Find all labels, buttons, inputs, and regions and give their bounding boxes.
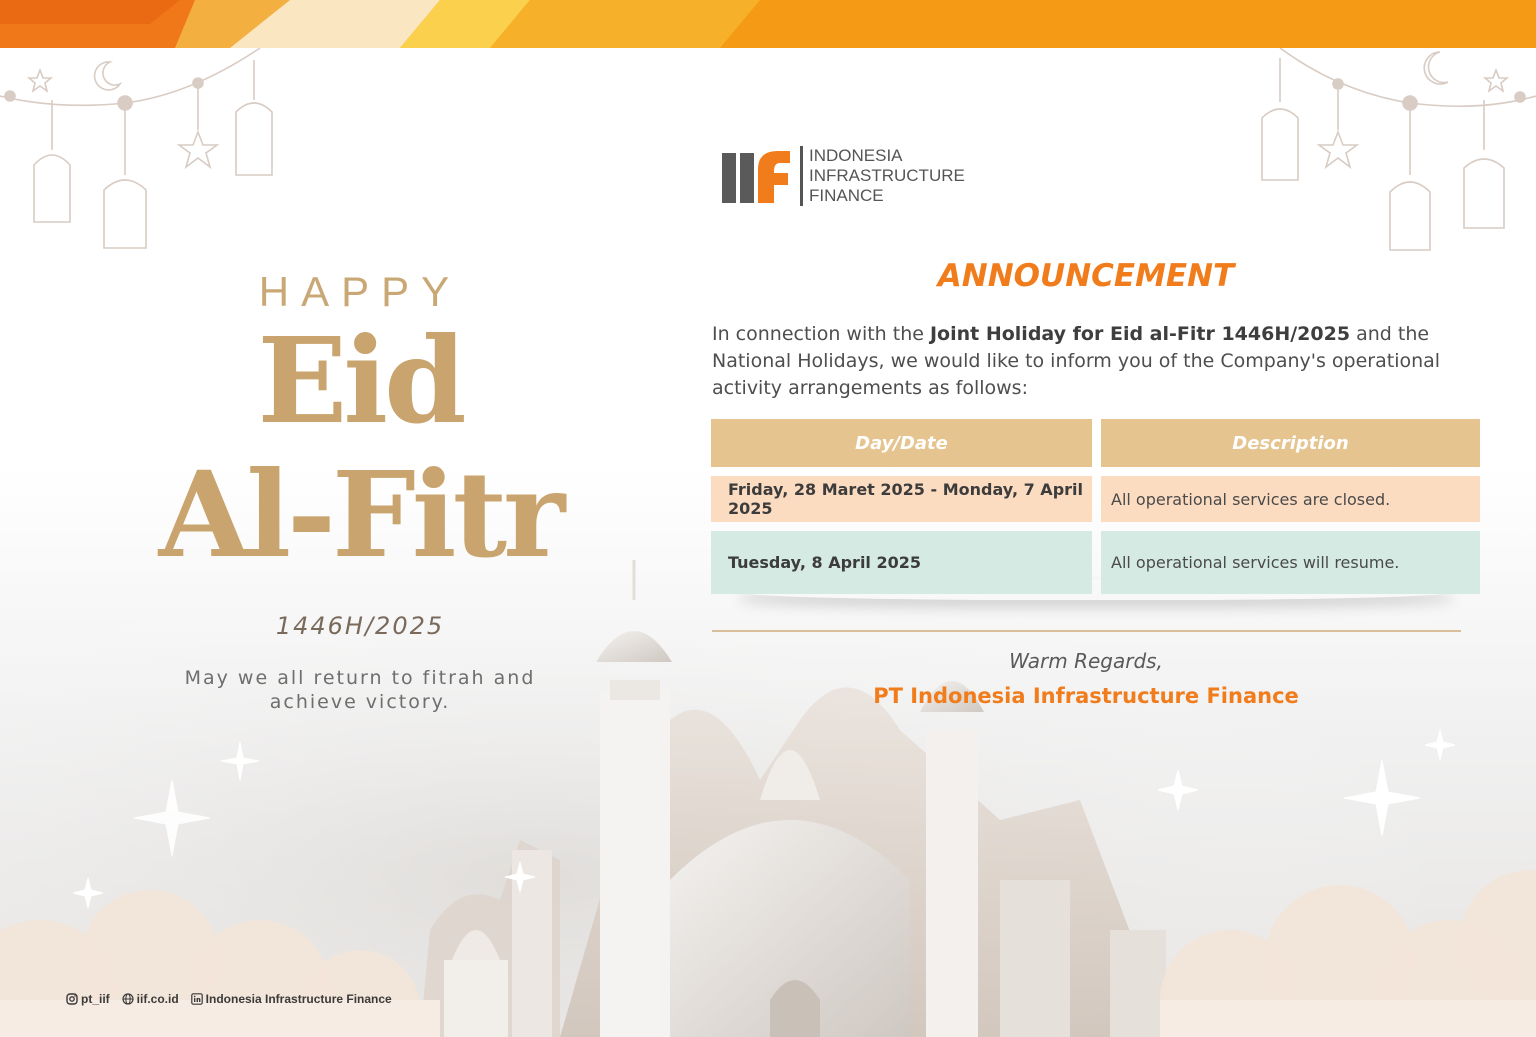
closing-regards: Warm Regards, bbox=[1009, 649, 1163, 673]
company-logo bbox=[720, 146, 965, 206]
intro-text-start: In connection with the bbox=[712, 323, 930, 345]
company-signature: PT Indonesia Infrastructure Finance bbox=[873, 684, 1299, 708]
linkedin-name: Indonesia Infrastructure Finance bbox=[205, 992, 392, 1006]
eid-title: Eid bbox=[257, 311, 463, 450]
greeting-message: May we all return to fitrah and achieve victory. bbox=[184, 667, 536, 713]
linkedin-icon bbox=[191, 993, 203, 1005]
garland-left bbox=[0, 48, 272, 248]
garland-right bbox=[1262, 48, 1536, 250]
instagram-handle: pt_iif bbox=[81, 992, 110, 1006]
instagram-link[interactable] bbox=[66, 992, 110, 1006]
instagram-icon bbox=[66, 993, 78, 1005]
linkedin-link[interactable] bbox=[191, 992, 392, 1006]
announcement-intro bbox=[712, 321, 1482, 402]
table-row bbox=[711, 476, 1481, 522]
table-row bbox=[711, 531, 1481, 594]
logo-line: INDONESIA bbox=[809, 146, 903, 165]
globe-icon bbox=[122, 993, 134, 1005]
iif-logo-icon bbox=[720, 147, 792, 205]
intro-text-bold: Joint Holiday for Eid al-Fitr 1446H/2025 bbox=[929, 323, 1351, 345]
header-day-date: Day/Date bbox=[711, 419, 1092, 467]
row-description: All operational services are closed. bbox=[1101, 476, 1480, 522]
announcement-title: ANNOUNCEMENT bbox=[937, 258, 1235, 294]
website-url: iif.co.id bbox=[136, 992, 179, 1006]
social-links bbox=[66, 992, 392, 1006]
divider-line bbox=[712, 630, 1461, 632]
schedule-table bbox=[711, 419, 1481, 603]
row-date: Tuesday, 8 April 2025 bbox=[711, 531, 1092, 594]
row-description: All operational services will resume. bbox=[1101, 531, 1480, 594]
website-link[interactable] bbox=[122, 992, 179, 1006]
top-banner bbox=[0, 0, 1536, 48]
al-fitr-title: Al-Fitr bbox=[158, 445, 562, 584]
intro-text-end: and the National Holidays, we would like to inform you of the Company's operational activity arrangements as follows: bbox=[712, 323, 1441, 399]
logo-wordmark bbox=[800, 146, 965, 206]
row-date: Friday, 28 Maret 2025 - Monday, 7 April 2025 bbox=[711, 476, 1092, 522]
logo-line: INFRASTRUCTURE bbox=[809, 166, 965, 185]
hijri-year: 1446H/2025 bbox=[275, 612, 445, 640]
logo-line: FINANCE bbox=[809, 186, 884, 205]
header-description: Description bbox=[1101, 419, 1480, 467]
table-header-row bbox=[711, 419, 1481, 467]
happy-text: HAPPY bbox=[258, 268, 462, 315]
